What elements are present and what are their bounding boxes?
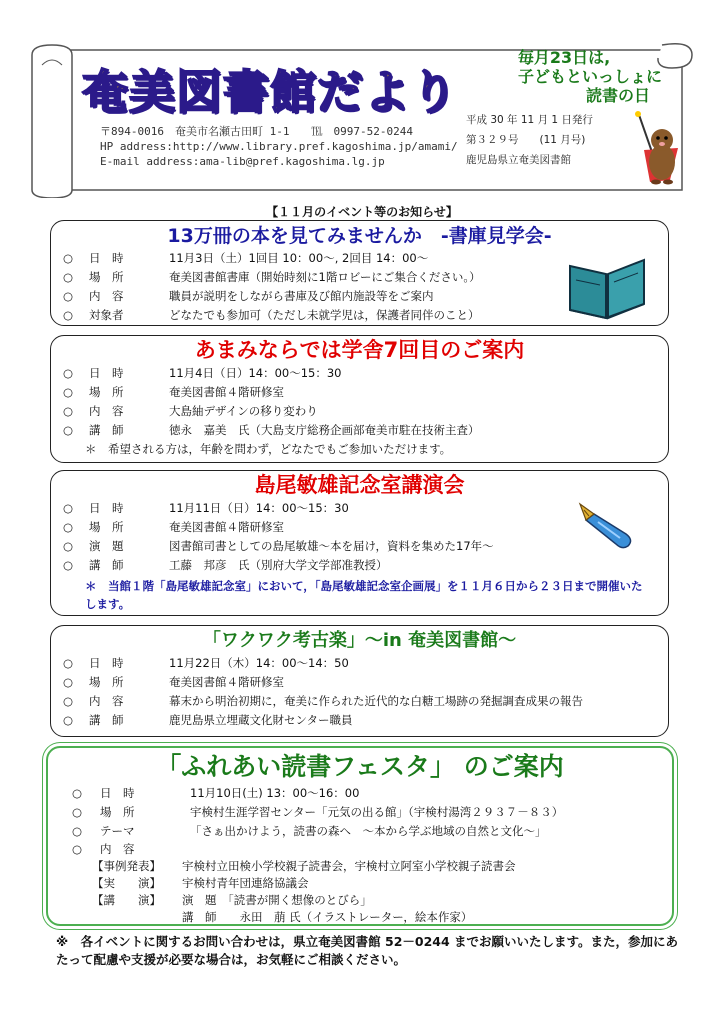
event-box-amami-school — [50, 335, 669, 463]
address-block — [100, 124, 458, 169]
event-row-content: ○ 内 容 幕末から明治初期に，奄美に作られた近代的な白糖工場跡の発掘調査成果の報告 — [63, 694, 583, 708]
footer-contact-note: ※ 各イベントに関するお問い合わせは，県立奄美図書館 52－0244 までお願いいたします。また，参加にあたって配慮や支援が必要な場合は，お気軽にご相談ください。 — [56, 934, 679, 967]
email-label: E-mail address: — [100, 155, 200, 168]
event-row-lecturer: ○ 講 師 徳永 嘉美 氏（大島支庁総務企画部奄美市駐在技術主査） — [63, 423, 480, 437]
detail-row: 【講 演】 演 題 「読書が開く想像のとびら」 — [92, 893, 372, 907]
detail-row: 【実 演】 宇検村青年団連絡協議会 — [92, 876, 309, 890]
event-box-archaeology — [50, 625, 669, 737]
event-row-content: ○ 内 容 職員が説明をしながら書庫及び館内施設等をご案内 — [63, 289, 434, 303]
event-row-date: ○ 日 時 11月4日（日）14：00～15：30 — [63, 366, 342, 380]
hp-link[interactable]: http://www.library.pref.kagoshima.jp/amami/ — [172, 140, 458, 153]
event-row-place: ○ 場 所 奄美図書館４階研修室 — [63, 520, 284, 534]
fountain-pen-icon — [572, 500, 642, 552]
event-row-place: ○ 場 所 奄美図書館書庫（開始時刻に1階ロビーにご集合ください。） — [63, 270, 481, 284]
event-row-date: ○ 日 時 11月11日（日）14：00～15：30 — [63, 501, 349, 515]
event-row-topic: ○ 演 題 図書館司書としての島尾敏雄～本を届け，資料を集めた17年～ — [63, 539, 494, 553]
newsletter-title: 奄美図書館だより — [82, 65, 458, 119]
event-note: ＊ 当館１階「島尾敏雄記念室」において，「島尾敏雄記念室企画展」を１１月６日から２３日まで開催いたします。 — [85, 579, 643, 611]
event-title: 島尾敏雄記念室講演会 — [254, 473, 465, 497]
event-note: ＊ 希望される方は，年齢を問わず，どなたでもご参加いただけます。 — [85, 442, 452, 456]
event-box-reading-festa — [46, 746, 674, 926]
event-title: 「ふれあい読書フェスタ」 のご案内 — [156, 752, 564, 781]
reading-day-slogan: 毎月23日は, 子どもといっしょに 読書の日 — [517, 48, 662, 105]
event-title: あまみならでは学舎7回目のご案内 — [194, 338, 525, 362]
issue-number: 第３２９号 (11 月号) — [466, 134, 586, 146]
event-row-date: ○ 日 時 11月22日（木）14：00～14：50 — [63, 656, 349, 670]
hp-label: HP address: — [100, 140, 173, 153]
postal-address: 〒894-0016 奄美市名瀬古田町 1-1 ℡ 0997-52-0244 — [100, 125, 413, 138]
detail-row: 講 師 永田 萠 氏（イラストレーター，絵本作家） — [182, 910, 473, 924]
event-row-place: ○ 場 所 奄美図書館４階研修室 — [63, 385, 284, 399]
mole-mascot-icon — [630, 110, 690, 190]
issue-info — [466, 110, 593, 170]
event-row-place: ○ 場 所 奄美図書館４階研修室 — [63, 675, 284, 689]
event-row-content: ○ 内 容 — [72, 842, 135, 856]
email-link[interactable]: ama-lib@pref.kagoshima.lg.jp — [199, 155, 385, 168]
event-row-lecturer: ○ 講 師 鹿児島県立埋蔵文化財センター職員 — [63, 713, 353, 727]
event-row-date: ○ 日 時 11月10日(土) 13：00～16：00 — [72, 786, 360, 800]
open-book-icon — [562, 252, 652, 322]
event-row-date: ○ 日 時 11月3日（土）1回目 10：00～, 2回目 14：00～ — [63, 251, 429, 265]
event-row-lecturer: ○ 講 師 工藤 邦彦 氏（別府大学文学部准教授） — [63, 558, 388, 572]
event-row-theme: ○ テーマ 「さぁ出かけよう，読書の森へ ～本から学ぶ地域の自然と文化～」 — [72, 824, 547, 838]
event-row-audience: ○ 対象者 どなたでも参加可（ただし未就学児は，保護者同伴のこと） — [63, 308, 480, 322]
event-row-content: ○ 内 容 大島紬デザインの移り変わり — [63, 404, 318, 418]
issue-date: 平成 30 年 11 月 1 日発行 — [466, 114, 593, 126]
notice-heading: 【１１月のイベント等のお知らせ】 — [266, 205, 458, 219]
event-title: 「ワクワク考古楽」～in 奄美図書館～ — [202, 630, 517, 651]
event-row-place: ○ 場 所 宇検村生涯学習センター「元気の出る館」（宇検村湯湾２９３７－８３） — [72, 805, 564, 819]
publisher: 鹿児島県立奄美図書館 — [466, 154, 571, 166]
event-title: 13万冊の本を見てみませんか -書庫見学会- — [167, 225, 552, 247]
detail-row: 【事例発表】 宇検村立田検小学校親子読書会，宇検村立阿室小学校親子読書会 — [92, 859, 516, 873]
